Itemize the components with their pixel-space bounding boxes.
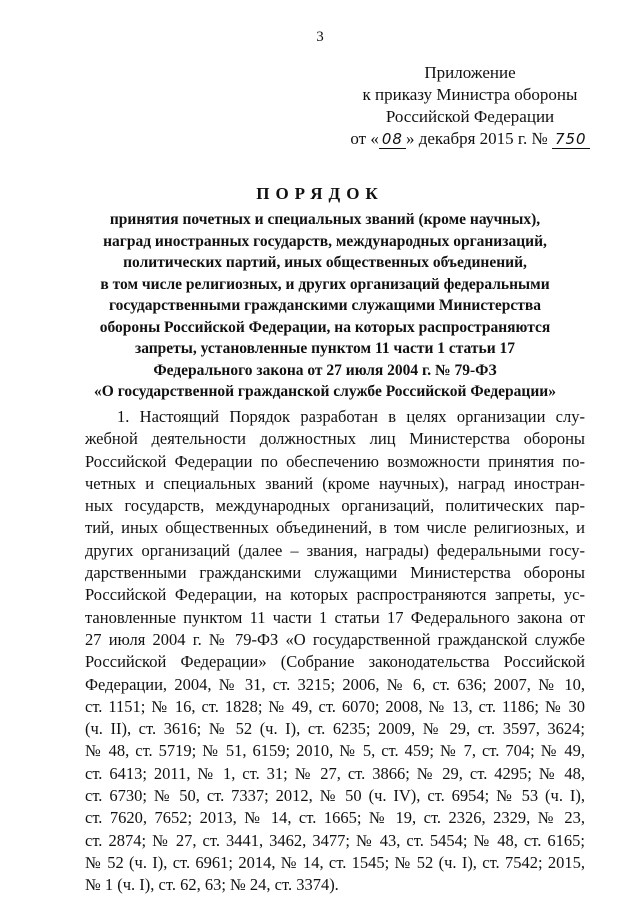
subtitle-line: запреты, установленные пунктом 11 части 1 статьи 17 (134, 340, 516, 357)
subtitle-line: принятия почетных и специальных званий (кроме научных), (109, 211, 541, 228)
appendix-date-line (340, 128, 600, 150)
body-line: № 1 (ч. I), ст. 62, 63; № 24, ст. 3374). (85, 875, 339, 895)
body-line: № 52 (ч. I), ст. 6961; 2014, № 14, ст. 1545; № 52 (ч. I), ст. 7542; 2015, (85, 852, 585, 872)
date-prefix: от « (350, 129, 379, 148)
appendix-block (340, 62, 600, 150)
date-middle: » декабря 2015 г. № (405, 129, 548, 148)
body-line: Российской Федерации по обеспечению возможности принятия по- (85, 451, 585, 471)
appendix-country: Российской Федерации (385, 107, 555, 126)
body-line: жебной деятельности должностных лиц Министерства обороны (85, 429, 585, 449)
subtitle-line: в том числе религиозных, и других организаций федеральными (100, 275, 550, 293)
page-number: 3 (316, 29, 324, 45)
body-line: тановленные пунктом 11 части 1 статьи 17 Федерального закона от (85, 607, 585, 627)
appendix-heading: Приложение (424, 63, 516, 82)
body-line: других организаций (далее – звания, награды) федеральными госу- (85, 540, 585, 560)
subtitle-line: наград иностранных государств, международных организаций, (103, 232, 547, 250)
document-title: ПОРЯДОК (256, 184, 384, 203)
appendix-order-ref: к приказу Министра обороны (362, 85, 578, 104)
order-number-handwritten: 750 (552, 130, 590, 149)
body-line: ст. 6413; 2011, № 1, ст. 31; № 27, ст. 3866; № 29, ст. 4295; № 48, (85, 763, 585, 783)
subtitle-line: Федерального закона от 27 июля 2004 г. № 79-ФЗ (153, 361, 497, 379)
body-line: Российской Федерации, на которых распространяются запреты, ус- (85, 585, 585, 605)
body-line: ст. 1151; № 16, ст. 1828; № 49, ст. 6070; 2008, № 13, ст. 1186; № 30 (85, 696, 585, 716)
body-line: ст. 6730; № 50, ст. 7337; 2012, № 50 (ч. IV), ст. 6954; № 53 (ч. I), (85, 786, 585, 806)
body-line: ст. 7620, 7652; 2013, № 14, ст. 1665; № 19, ст. 2326, 2329, № 23, (85, 808, 585, 828)
document-subtitle (60, 209, 590, 403)
body-line: № 48, ст. 5719; № 51, 6159; 2010, № 5, ст. 459; № 7, ст. 704; № 49, (85, 741, 585, 761)
body-line: (ч. II), ст. 3616; № 52 (ч. I), ст. 6235; 2009, № 29, ст. 3597, 3624; (85, 719, 585, 739)
body-line: 1. Настоящий Порядок разработан в целях организации слу- (117, 407, 585, 426)
body-line: ных государств, международных организаций, политических пар- (85, 496, 585, 516)
subtitle-line: политических партий, иных общественных объединений, (123, 254, 527, 271)
subtitle-line: государственными гражданскими служащими Министерства (109, 297, 541, 314)
body-line: Федерации, 2004, № 31, ст. 3215; 2006, № 6, ст. 636; 2007, № 10, (85, 674, 585, 694)
body-line: тий, иных общественных объединений, в том числе религиозных, и (85, 518, 585, 538)
paragraph-1 (85, 406, 585, 897)
body-line: 27 июля 2004 г. № 79-ФЗ «О государственной гражданской службе (85, 629, 585, 649)
body-line: четных и специальных званий (кроме научных), наград иностран- (85, 473, 585, 493)
body-line: Российской Федерации» (Собрание законодательства Российской (85, 652, 585, 672)
body-line: ст. 2874; № 27, ст. 3441, 3462, 3477; № 43, ст. 5454; № 48, ст. 6165; (85, 830, 585, 850)
subtitle-line: «О государственной гражданской службе Российской Федерации» (94, 383, 556, 400)
subtitle-line: обороны Российской Федерации, на которых распространяются (99, 318, 551, 336)
date-day-handwritten: 08 (379, 130, 406, 149)
body-line: дарственными гражданскими служащими Министерства обороны (85, 563, 585, 583)
